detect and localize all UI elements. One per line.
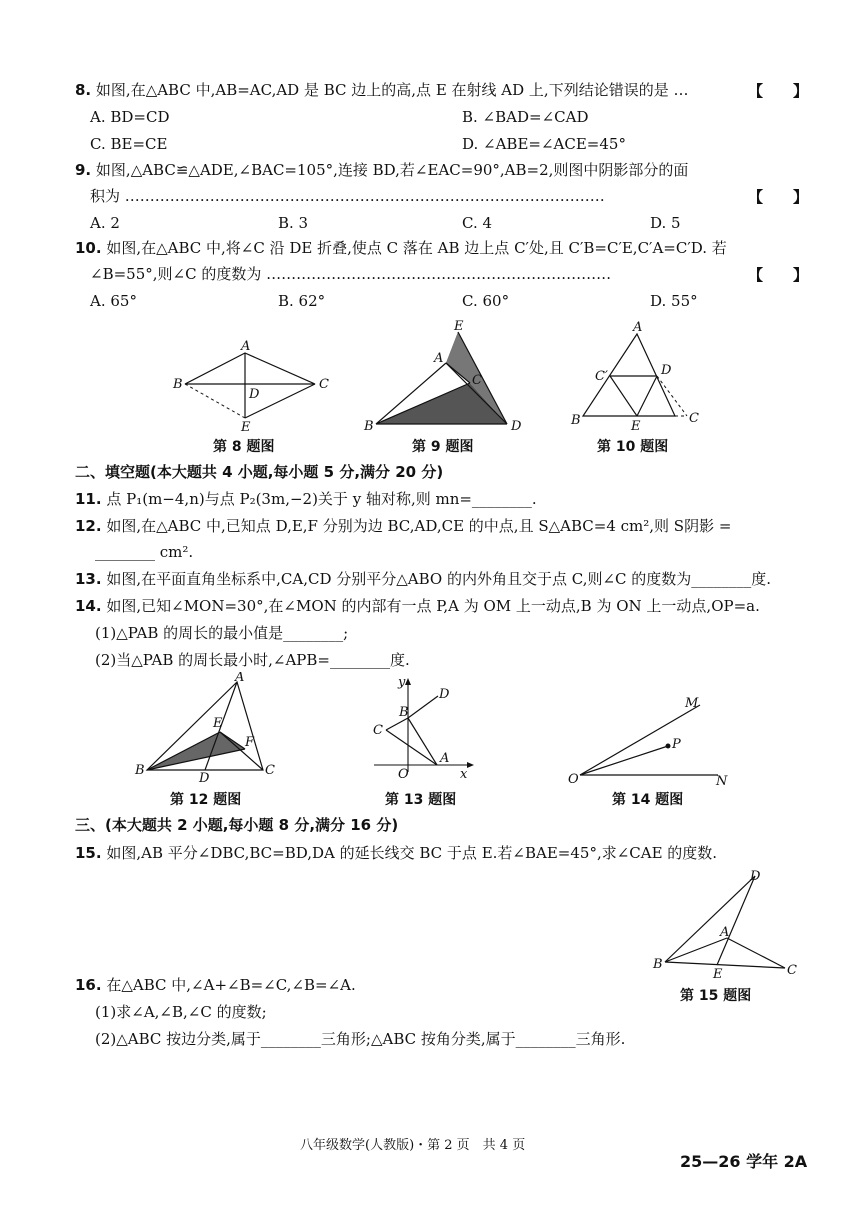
fig10-label-c: C <box>689 411 699 426</box>
q16-number: 16. <box>75 976 102 994</box>
figure-8-caption: 第 8 题图 <box>213 439 275 455</box>
q10-option-a: A. 65° <box>90 292 137 310</box>
figure-12-caption: 第 12 题图 <box>170 792 242 808</box>
fig14-label-n: N <box>716 774 728 789</box>
fig14-label-p: P <box>672 737 681 752</box>
q10-option-b: B. 62° <box>278 292 326 310</box>
q8-number: 8. <box>75 81 92 99</box>
q13-text: 如图,在平面直角坐标系中,CA,CD 分别平分△ABO 的内外角且交于点 C,则∠C 的度数为________度. <box>106 570 772 588</box>
q12-line2: ________ cm². <box>95 543 194 561</box>
q16-sub1: (1)求∠A,∠B,∠C 的度数; <box>95 1003 267 1021</box>
fig13-label-o: O <box>398 767 409 782</box>
figure-15 <box>645 866 805 981</box>
fig12-label-a: A <box>235 672 245 685</box>
fig9-label-e: E <box>454 319 464 334</box>
fig13-label-b: B <box>399 705 409 720</box>
fig10-label-d: D <box>661 363 672 378</box>
figure-9 <box>362 318 532 436</box>
section-3-heading: 三、(本大题共 2 小题,每小题 8 分,满分 16 分) <box>75 816 399 834</box>
figure-14-caption: 第 14 题图 <box>612 792 684 808</box>
q13-number: 13. <box>75 570 102 588</box>
fig13-label-x: x <box>460 767 468 782</box>
q8-option-b: B. ∠BAD=∠CAD <box>462 108 589 126</box>
q9-number: 9. <box>75 161 92 179</box>
q8-text: 如图,在△ABC 中,AB=AC,AD 是 BC 边上的高,点 E 在射线 AD 上,下列结论错误的是 … <box>95 81 689 99</box>
section-2-heading: 二、填空题(本大题共 4 小题,每小题 5 分,满分 20 分) <box>75 463 444 481</box>
fig14-label-o: O <box>568 772 579 787</box>
figure-14 <box>560 690 740 790</box>
q12-number: 12. <box>75 517 102 535</box>
fig15-label-b: B <box>653 957 663 972</box>
q8-option-a: A. BD=CD <box>90 108 170 126</box>
fig9-label-c: C <box>472 373 482 388</box>
q9-answer-bracket: 【 】 <box>748 188 809 206</box>
figure-10 <box>565 320 705 435</box>
figure-13-caption: 第 13 题图 <box>385 792 457 808</box>
fig8-label-c: C <box>319 377 329 392</box>
figure-9-caption: 第 9 题图 <box>412 439 474 455</box>
q10-answer-bracket: 【 】 <box>748 266 809 284</box>
q9-text-1: 如图,△ABC≌△ADE,∠BAC=105°,连接 BD,若∠EAC=90°,AB=2,则图中阴影部分的面 <box>95 161 689 179</box>
fig12-label-b: B <box>135 763 145 778</box>
fig15-label-a: A <box>720 925 730 940</box>
q14 <box>75 596 760 616</box>
fig13-label-a: A <box>440 751 450 766</box>
q9-option-a: A. 2 <box>90 214 120 232</box>
figure-13 <box>368 672 478 787</box>
figure-12 <box>133 672 283 787</box>
q15-text: 如图,AB 平分∠DBC,BC=BD,DA 的延长线交 BC 于点 E.若∠BAE=45°,求∠CAE 的度数. <box>106 844 718 862</box>
q14-sub1: (1)△PAB 的周长的最小值是________; <box>95 624 349 642</box>
footer-edition: 25—26 学年 2A <box>680 1152 808 1171</box>
q14-sub2: (2)当△PAB 的周长最小时,∠APB=________度. <box>95 651 410 669</box>
q10-stem-line1 <box>75 238 727 258</box>
fig12-label-f: F <box>245 735 255 750</box>
fig15-label-c: C <box>787 963 797 978</box>
fig8-label-d: D <box>249 387 260 402</box>
fig12-label-e: E <box>213 716 223 731</box>
q9-stem-line2: 积为 …………………………………………………………………………………… <box>90 187 605 205</box>
q11-number: 11. <box>75 490 102 508</box>
q14-number: 14. <box>75 597 102 615</box>
q16 <box>75 975 356 995</box>
q8-option-d: D. ∠ABE=∠ACE=45° <box>462 135 626 153</box>
q9-option-d: D. 5 <box>650 214 681 232</box>
q15 <box>75 843 717 863</box>
fig10-label-c-prime: C′ <box>595 369 608 384</box>
fig9-label-d: D <box>511 419 522 434</box>
q9-option-c: C. 4 <box>462 214 493 232</box>
fig10-label-b: B <box>571 413 581 428</box>
q9-stem-line1 <box>75 160 688 180</box>
fig9-label-b: B <box>364 419 374 434</box>
fig10-label-e: E <box>631 419 641 434</box>
footer-page-info: 八年级数学(人教版)・第 2 页 共 4 页 <box>300 1138 526 1153</box>
q8-answer-bracket: 【 】 <box>748 82 809 100</box>
q15-number: 15. <box>75 844 102 862</box>
fig15-label-e: E <box>713 967 723 981</box>
q10-stem-line2: ∠B=55°,则∠C 的度数为 …………………………………………………………… <box>90 265 612 283</box>
fig12-label-d: D <box>199 771 210 786</box>
fig12-label-c: C <box>265 763 275 778</box>
q9-option-b: B. 3 <box>278 214 309 232</box>
q16-sub2: (2)△ABC 按边分类,属于________三角形;△ABC 按角分类,属于________三角形. <box>95 1030 626 1048</box>
fig13-label-d: D <box>439 687 450 702</box>
fig8-label-a: A <box>241 340 251 354</box>
q11-text: 点 P₁(m−4,n)与点 P₂(3m,−2)关于 y 轴对称,则 mn=________. <box>106 490 537 508</box>
q10-option-d: D. 55° <box>650 292 698 310</box>
fig15-label-d: D <box>750 869 761 884</box>
q8-stem <box>75 80 688 100</box>
q13 <box>75 569 771 589</box>
fig8-label-b: B <box>173 377 183 392</box>
figure-15-caption: 第 15 题图 <box>680 988 752 1004</box>
q12-line1 <box>75 516 731 536</box>
fig8-label-e: E <box>241 420 251 435</box>
q10-option-c: C. 60° <box>462 292 510 310</box>
figure-10-caption: 第 10 题图 <box>597 439 669 455</box>
q11 <box>75 489 537 509</box>
fig9-label-a: A <box>434 351 444 366</box>
q10-number: 10. <box>75 239 102 257</box>
q16-text: 在△ABC 中,∠A+∠B=∠C,∠B=∠A. <box>106 976 356 994</box>
q10-text-1: 如图,在△ABC 中,将∠C 沿 DE 折叠,使点 C 落在 AB 边上点 C′处,且 C′B=C′E,C′A=C′D. 若 <box>106 239 727 257</box>
q8-option-c: C. BE=CE <box>90 135 168 153</box>
q12-text-1: 如图,在△ABC 中,已知点 D,E,F 分别为边 BC,AD,CE 的中点,且 S△ABC=4 cm²,则 S阴影 = <box>106 517 732 535</box>
figure-8 <box>165 340 335 435</box>
fig10-label-a: A <box>633 320 643 335</box>
fig13-label-y: y <box>398 675 406 690</box>
q14-text: 如图,已知∠MON=30°,在∠MON 的内部有一点 P,A 为 OM 上一动点,B 为 ON 上一动点,OP=a. <box>106 597 760 615</box>
fig14-label-m: M <box>685 696 699 711</box>
fig13-label-c: C <box>373 723 383 738</box>
